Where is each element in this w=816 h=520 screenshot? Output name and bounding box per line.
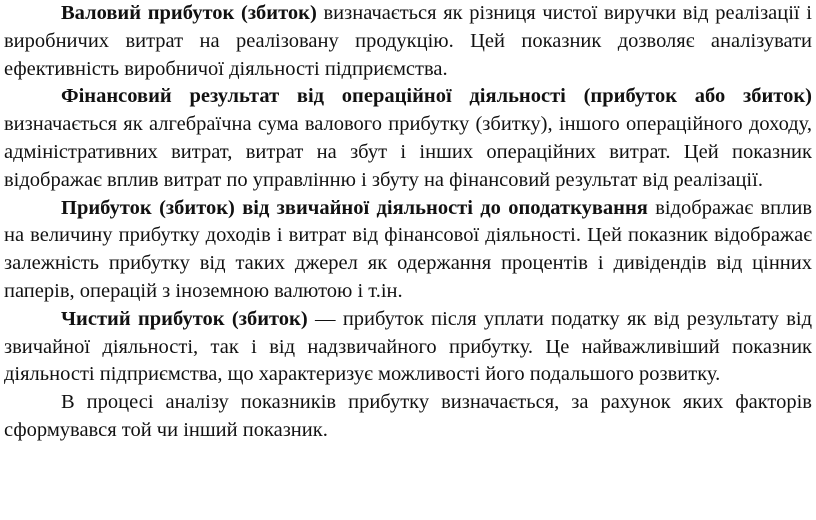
paragraph-net-profit [4, 306, 812, 389]
term-net-profit: Чистий прибуток (збиток) [61, 307, 308, 330]
term-pretax-profit: Прибуток (збиток) від звичайної діяльності до оподаткування [61, 196, 648, 219]
paragraph-analysis [4, 389, 812, 445]
term-operating-result: Фінансовий результат від операційної діяльності (прибуток або збиток) [61, 85, 812, 108]
paragraph-text: відображає вплив на величину прибутку доходів і витрат від фінансової діяльності. Цей показник відображає залежність прибутку від таких джерел як одержання процентів і дивідендів від цінних паперів, операцій з іноземною валютою і т.ін. [4, 196, 812, 302]
term-gross-profit: Валовий прибуток (збиток) [61, 2, 317, 24]
paragraph-pretax-profit [4, 195, 812, 306]
paragraph-text: визначається як алгебраїчна сума валового прибутку (збитку), іншого операційного доходу, адміністративних витрат, витрат на збут і інших операційних витрат. Цей показник відображає вплив витрат по управлінню і збуту на фінансовий результат від реалізації. [4, 113, 812, 191]
paragraph-text: визначається як різниця чистої виручки від реалізації і виробничих витрат на реалізовану продукцію. Цей показник дозволяє аналізувати ефективність виробничої діяльності підприємства. [4, 2, 812, 80]
paragraph-gross-profit [4, 0, 812, 83]
paragraph-operating-result [4, 83, 812, 194]
paragraph-text: — прибуток після уплати податку як від результату від звичайної діяльності, так і від надзвичайного прибутку. Це найважливіший показник діяльності підприємства, що характеризує можливості його подальшого розвитку. [4, 307, 813, 386]
paragraph-text: В процесі аналізу показників прибутку визначається, за рахунок яких факторів сформувався той чи інший показник. [4, 391, 812, 441]
